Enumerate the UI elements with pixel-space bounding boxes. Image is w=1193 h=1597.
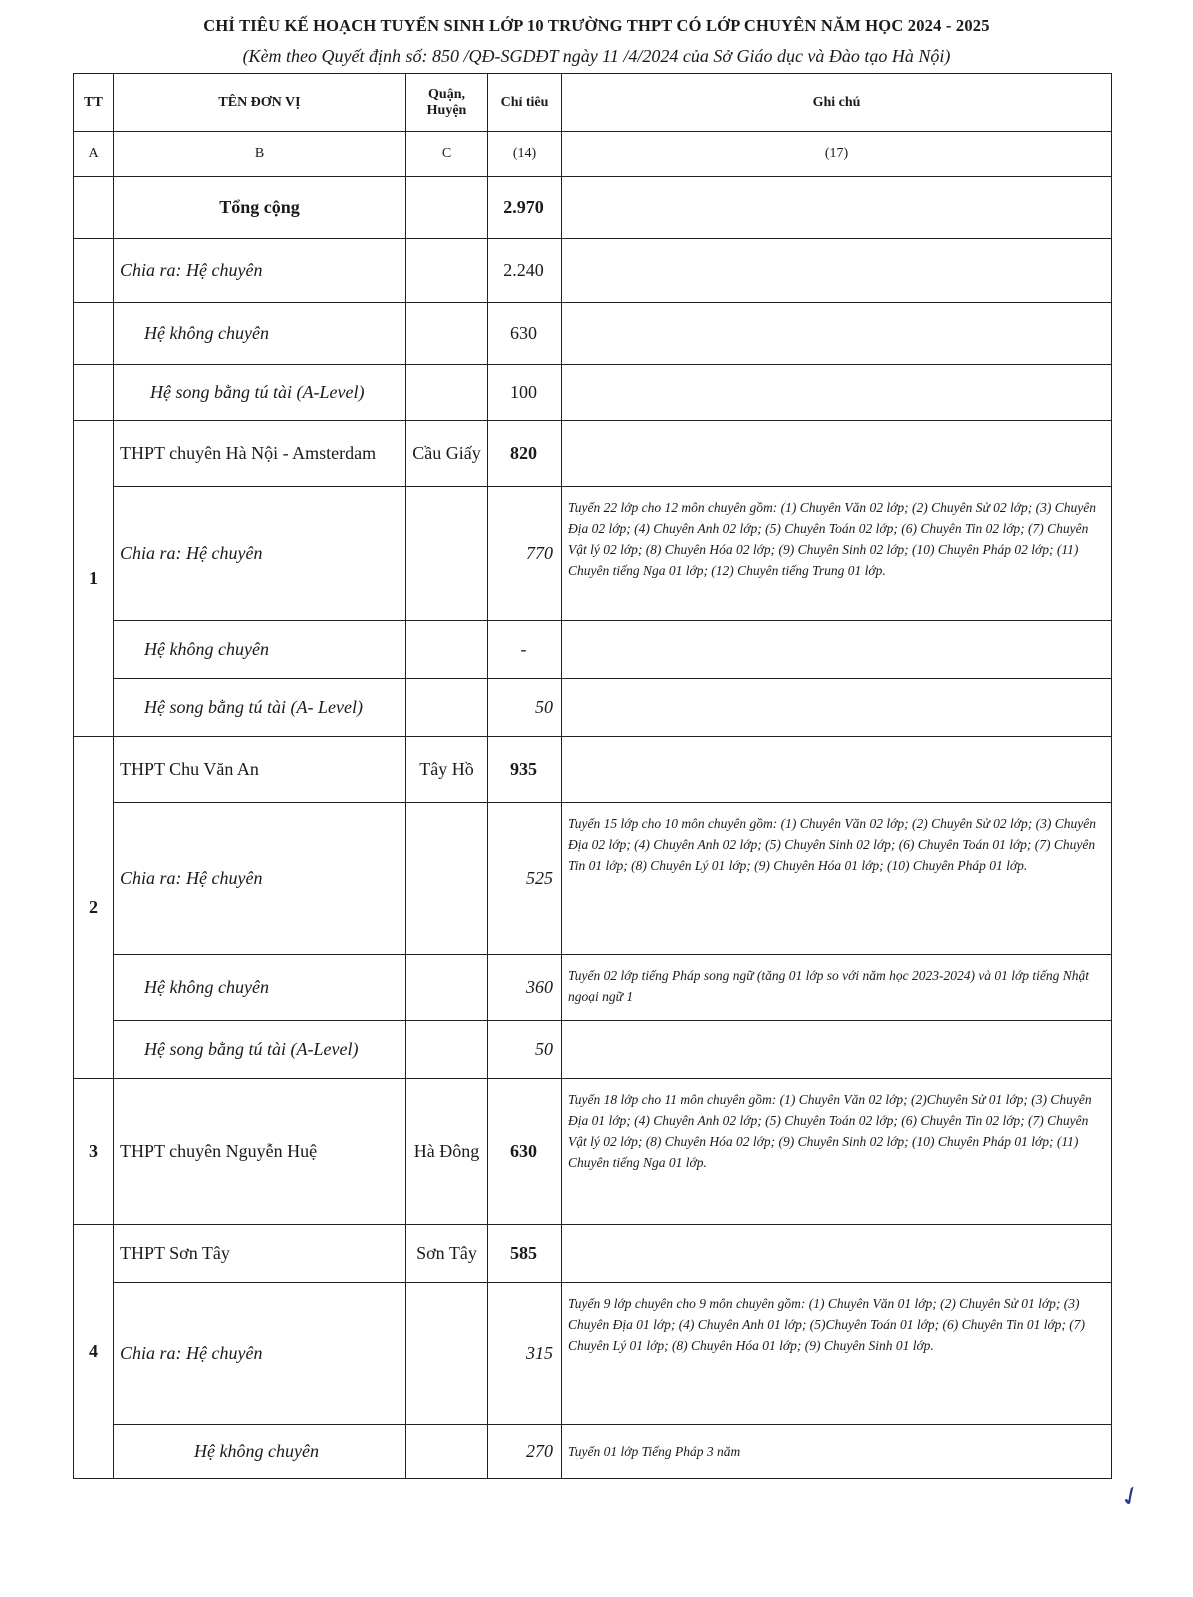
school4-tt: 4 [74, 1225, 114, 1479]
school1-chuyen-note: Tuyển 22 lớp cho 12 môn chuyên gồm: (1) Chuyên Văn 02 lớp; (2) Chuyên Sử 02 lớp; (3) Chuyên Địa 02 lớp; (4) Chuyên Anh 02 lớp; (5) Chuyên Toán 02 lớp; (6) Chuyên Tin 02 lớp; (7) Chuyên Vật lý 02 lớp; (8) Chuyên Hóa 02 lớp; (9) Chuyên Sinh 02 lớp; (10) Chuyên Pháp 02 lớp; (11) Chuyên tiếng Nga 01 lớp; (12) Chuyên tiếng Trung 01 lớp. [562, 487, 1112, 621]
school2-chuyen-note: Tuyển 15 lớp cho 10 môn chuyên gồm: (1) Chuyên Văn 02 lớp; (2) Chuyên Sử 02 lớp; (3) Chuyên Địa 02 lớp; (4) Chuyên Anh 02 lớp; (5) Chuyên Sinh 02 lớp; (6) Chuyên Toán 01 lớp; (7) Chuyên Tin 01 lớp; (8) Chuyên Lý 01 lớp; (9) Chuyên Hóa 01 lớp; (10) Chuyên Pháp 01 lớp. [562, 803, 1112, 955]
table-row [74, 303, 1112, 365]
total-chuyen-value: 2.240 [488, 239, 562, 303]
total-chuyen-label: Chia ra: Hệ chuyên [114, 239, 406, 303]
school3-tt: 3 [74, 1079, 114, 1225]
total-alevel-label: Hệ song bằng tú tài (A-Level) [114, 365, 406, 421]
school1-tt: 1 [74, 421, 114, 737]
total-alevel-value: 100 [488, 365, 562, 421]
school2-quota: 935 [488, 737, 562, 803]
table-row [74, 487, 1112, 621]
header-tt-code: A [74, 132, 114, 177]
school2-district: Tây Hồ [406, 737, 488, 803]
school4-khong-value: 270 [488, 1425, 562, 1479]
school3-district: Hà Đông [406, 1079, 488, 1225]
header-note: Ghi chú [562, 74, 1112, 132]
school2-khong-label: Hệ không chuyên [114, 955, 406, 1021]
table-row [74, 177, 1112, 239]
school4-quota: 585 [488, 1225, 562, 1283]
school2-khong-note: Tuyển 02 lớp tiếng Pháp song ngữ (tăng 01 lớp so với năm học 2023-2024) và 01 lớp tiếng Nhật ngoại ngữ 1 [562, 955, 1112, 1021]
header-quota: Chỉ tiêu [488, 74, 562, 132]
school4-chuyen-note: Tuyển 9 lớp chuyên cho 9 môn chuyên gồm: (1) Chuyên Văn 01 lớp; (2) Chuyên Sử 01 lớp; (3) Chuyên Địa 01 lớp; (4) Chuyên Anh 01 lớp; (5)Chuyên Toán 01 lớp; (6) Chuyên Tin 01 lớp; (7) Chuyên Lý 01 lớp; (8) Chuyên Hóa 01 lớp; (9) Chuyên Sinh 01 lớp. [562, 1283, 1112, 1425]
school1-chuyen-value: 770 [488, 487, 562, 621]
school1-alevel-label: Hệ song bằng tú tài (A- Level) [114, 679, 406, 737]
signature-mark: ✓ [1114, 1478, 1147, 1515]
table-row [74, 421, 1112, 487]
table-row [74, 803, 1112, 955]
school2-alevel-label: Hệ song bằng tú tài (A-Level) [114, 1021, 406, 1079]
school1-quota: 820 [488, 421, 562, 487]
table-row [74, 239, 1112, 303]
header-tt: TT [74, 74, 114, 132]
table-row [74, 365, 1112, 421]
table-row [74, 1021, 1112, 1079]
school2-tt: 2 [74, 737, 114, 1079]
table-row [74, 955, 1112, 1021]
table-row [74, 679, 1112, 737]
school1-alevel-value: 50 [488, 679, 562, 737]
total-khong-value: 630 [488, 303, 562, 365]
total-khong-label: Hệ không chuyên [114, 303, 406, 365]
header-district: Quận, Huyện [406, 74, 488, 132]
header-name: TÊN ĐƠN VỊ [114, 74, 406, 132]
school4-chuyen-label: Chia ra: Hệ chuyên [114, 1283, 406, 1425]
page-title: CHỈ TIÊU KẾ HOẠCH TUYỂN SINH LỚP 10 TRƯỜNG THPT CÓ LỚP CHUYÊN NĂM HỌC 2024 - 2025 [203, 16, 990, 35]
school4-district: Sơn Tây [406, 1225, 488, 1283]
header-quota-code: (14) [488, 132, 562, 177]
total-label: Tổng cộng [114, 177, 406, 239]
school2-chuyen-label: Chia ra: Hệ chuyên [114, 803, 406, 955]
school2-khong-value: 360 [488, 955, 562, 1021]
school3-note: Tuyển 18 lớp cho 11 môn chuyên gồm: (1) Chuyên Văn 02 lớp; (2)Chuyên Sử 01 lớp; (3) Chuyên Địa 01 lớp; (4) Chuyên Anh 02 lớp; (5) Chuyên Toán 02 lớp; (6) Chuyên Tin 02 lớp; (7) Chuyên Vật lý 02 lớp; (8) Chuyên Hóa 02 lớp; (9) Chuyên Sinh 02 lớp; (10) Chuyên Pháp 01 lớp; (11) Chuyên tiếng Nga 01 lớp. [562, 1079, 1112, 1225]
school1-name: THPT chuyên Hà Nội - Amsterdam [114, 421, 406, 487]
school2-name: THPT Chu Văn An [114, 737, 406, 803]
school4-khong-label: Hệ không chuyên [114, 1425, 406, 1479]
header-district-code: C [406, 132, 488, 177]
header-note-code: (17) [562, 132, 1112, 177]
school4-name: THPT Sơn Tây [114, 1225, 406, 1283]
school1-khong-label: Hệ không chuyên [114, 621, 406, 679]
school4-chuyen-value: 315 [488, 1283, 562, 1425]
table-row [74, 1079, 1112, 1225]
school3-quota: 630 [488, 1079, 562, 1225]
school2-chuyen-value: 525 [488, 803, 562, 955]
table-row [74, 737, 1112, 803]
school3-name: THPT chuyên Nguyễn Huệ [114, 1079, 406, 1225]
school2-alevel-value: 50 [488, 1021, 562, 1079]
table-row [74, 621, 1112, 679]
page-subtitle: (Kèm theo Quyết định số: 850 /QĐ-SGDĐT ngày 11 /4/2024 của Sở Giáo dục và Đào tạo Hà Nội) [242, 46, 951, 66]
quota-table [73, 73, 1112, 1479]
school4-khong-note: Tuyển 01 lớp Tiếng Pháp 3 năm [562, 1425, 1112, 1479]
school1-chuyen-label: Chia ra: Hệ chuyên [114, 487, 406, 621]
total-value: 2.970 [488, 177, 562, 239]
school1-khong-value: - [488, 621, 562, 679]
school1-district: Cầu Giấy [406, 421, 488, 487]
table-row [74, 1425, 1112, 1479]
header-name-code: B [114, 132, 406, 177]
table-row [74, 1225, 1112, 1283]
table-row [74, 1283, 1112, 1425]
